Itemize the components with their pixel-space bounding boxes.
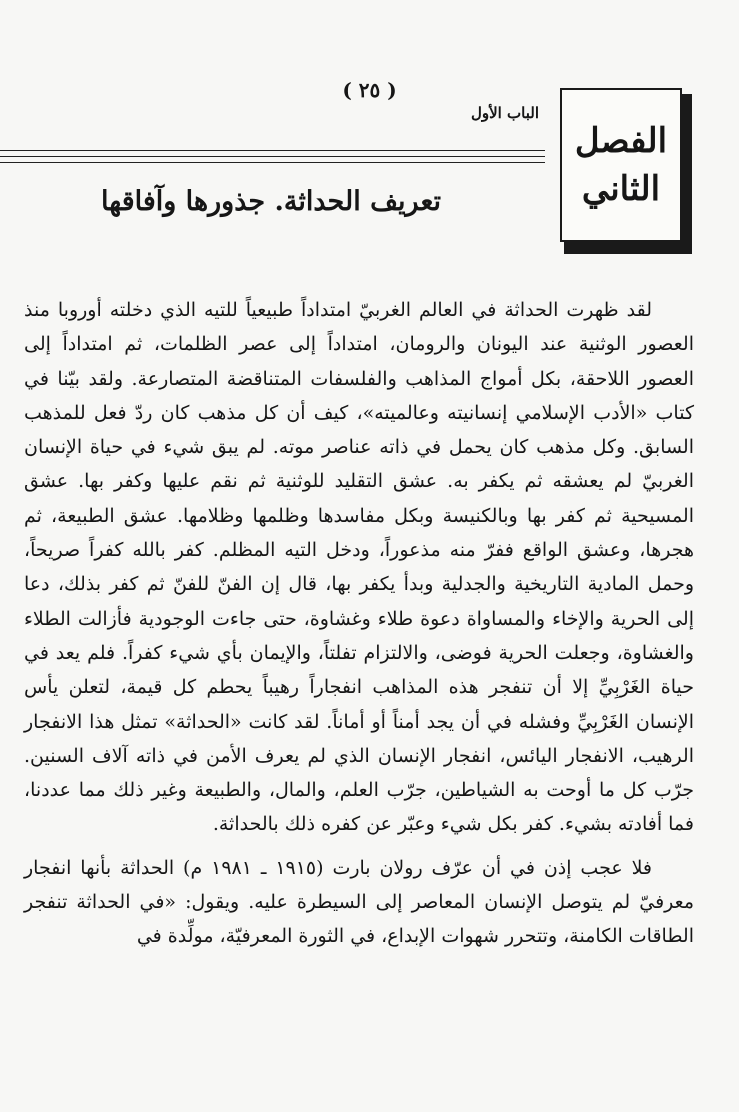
- header-rule-top: [0, 150, 545, 151]
- section-label: الباب الأول: [470, 104, 539, 122]
- paragraph: فلا عجب إذن في أن عرّف رولان بارت (١٩١٥ ـ ١٩٨١ م) الحداثة بأنها انفجار معرفيّ لم يتوصل الإنسان المعاصر إلى السيطرة عليه. ويقول: «في الحداثة تنفجر الطاقات الكامنة، وتتحرر شهوات الإبداع، في الثورة المعرفيّة، مولِّدة في: [24, 856, 694, 948]
- paragraph: لقد ظهرت الحداثة في العالم الغربيّ امتداداً طبيعياً للتيه الذي دخلته أوروبا منذ العصور الوثنية عند اليونان والرومان، امتداداً إلى عصر الظلمات، ثم امتداداً إلى العصور اللاحقة، بكل أمواج المذاهب والفلسفات المتناقضة المتصارعة. ولقد بيّنا في كتاب «الأدب الإسلامي إنسانيته وعالميته»، كيف أن كل مذهب كان ردّ فعل للمذهب السابق. وكل مذهب كان يحمل في ذاته عناصر موته. لم يبق شيء في حياة الإنسان الغربيّ لم يعشقه ثم يكفر به. عشق التقليد للوثنية ثم نقم عليها وكفر بها. عشق المسيحية ثم كفر بها وبالكنيسة وبكل مفاسدها وظلمها وظلامها. عشق الطبيعة، ثم هجرها، وعشق الواقع ففرّ منه مذعوراً، ودخل التيه المظلم. كفر بالله كفراً صريحاً، وحمل المادية التاريخية والجدلية وبدأ يكفر بها، قال إن الفنّ للفنّ ثم كفر بذلك، دعا إلى الحرية والإخاء والمساواة دعوة طلاء وغشاوة، حتى جاءت الوجودية فأزالت الطلاء والغشاوة، وجعلت الحرية فوضى، والالتزام تفلتاً، والإيمان بأي شيء كفراً. فلم يعد في حياة الغَرْبِيِّ إلا أن تنفجر هذه المذاهب انفجاراً رهيباً يحطم كل قيمة، لتعلن يأس الإنسان الغَرْبِيِّ وفشله في أن يجد أمناً أو أماناً. لقد كانت «الحداثة» تمثل هذا الانفجار الرهيب، الانفجار اليائس، انفجار الإنسان الذي لم يعرف الأمن في ذاته آلاف السنين. جرّب كل ما أوحت به الشياطين، جرّب العلم، والمال، والطبيعة وغير ذلك مما عددنا، فما أفادته بشيء. كفر بكل شيء وعبّر عن كفره ذلك بالحداثة.: [24, 299, 694, 836]
- header-rule-bottom: [0, 162, 545, 163]
- chapter-label: الفصل: [574, 121, 668, 161]
- chapter-number: الثاني: [581, 169, 661, 209]
- header-rule-middle: [0, 156, 545, 157]
- chapter-box: [560, 88, 682, 242]
- page-number: ( ٢٥ ): [342, 78, 397, 102]
- article-title: تعريف الحداثة. جذورها وآفاقها: [101, 186, 441, 217]
- body-text: [24, 293, 694, 954]
